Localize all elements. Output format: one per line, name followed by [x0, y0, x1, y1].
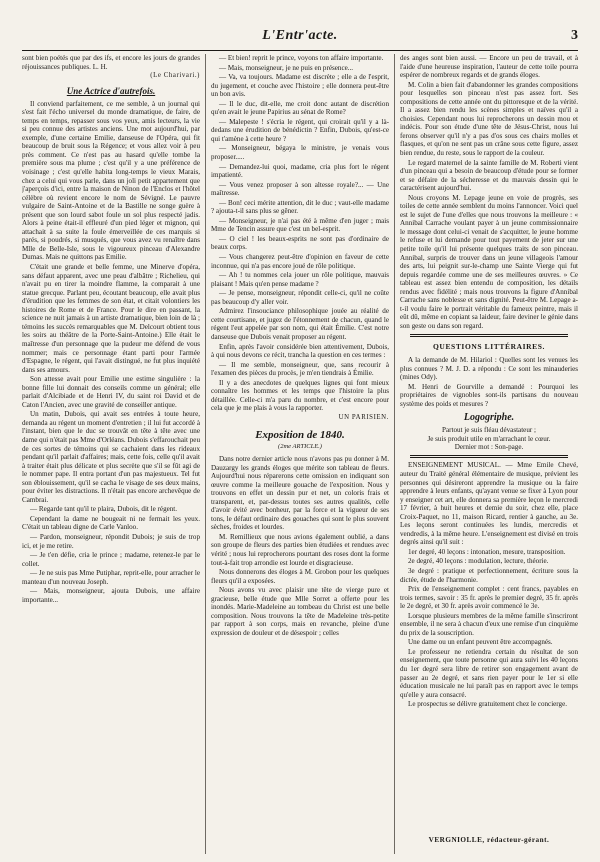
- source-credit: (Le Charivari.): [150, 72, 200, 80]
- paragraph: Son attesse avait pour Emilie une estime singulière : la bonne fille lui donnait des conseils comme un général; elle parlait d'Alcibiade et de Henri IV, du saint roi David et de Caton l'Ancien, avec une gravité de conseiller antique.: [22, 375, 200, 409]
- dialogue-line: — Bon! ceci mérite attention, dit le duc ; vaut-elle madame ? ajouta-t-il sans plus se gêner.: [211, 198, 389, 216]
- dialogue-line: — Mais, monseigneur, ajouta Dubois, une affaire importante...: [22, 587, 200, 604]
- paragraph: Le prospectus se délivre gratuitement chez le concierge.: [408, 700, 568, 709]
- column-3: [400, 54, 578, 854]
- paragraph: 2e degré, 40 leçons : modulation, lecture, théorie.: [408, 557, 549, 566]
- article-title: Exposition de 1840.: [255, 429, 345, 442]
- dialogue-line: — Pardon, monseigneur, répondit Dubois; je suis de trop ici, et je me retire.: [22, 532, 200, 550]
- logogriphe-title: Logogriphe.: [463, 412, 515, 424]
- poem-line: Je suis produit utile en m'arrachant le cœur.: [427, 434, 551, 443]
- paragraph: Un matin, Dubois, qui avait ses entrées à toute heure, demanda au régent un moment d'entretien ; il lui fut accordé à l'instant, bien que le duc se trouvât en tête à tête avec une dame qui n'était pas Mme d'Orléans. Dubois s'effarouchait peu de ces sortes de témoins qui se cachaient dans les rideaux pendant qu'il parlait d'affaires; mais, cette fois, celle qu'il avait à traiter était plus délicate et plus secrète que s'il se fût agi de le nommer pape. Il entra portant d'un pas majestueux. Tel fut son éblouissement, qu'il se cacha le visage de ses deux mains, pour éviter les distractions. Il n'était pas encore archevêque de Cambrai.: [22, 410, 200, 504]
- paragraph: sont bien poétés que par des ifs, et encore les jours de grandes réjouissances publiques. L. H.: [22, 54, 200, 71]
- dialogue-line: — Je ne suis pas Mme Putiphar, reprit-elle, pour arracher le manteau d'un nouveau Joseph.: [22, 569, 200, 586]
- poem-line: Partout je suis fléau dévastateur ;: [442, 426, 536, 435]
- paragraph: Une dame ou un enfant peuvent être accompagnés.: [408, 638, 553, 647]
- paragraph: Il conviend parfaitement, ce me semble, à un journal qui s'est fait l'écho universel du monde dramatique, de faire, de temps en temps, repasser sous vos yeux, amis lecteurs, la vie si peu connue des artistes anciens. Une mot aujourd'hui, par exemple, d'une certaine Emilie, danseuse de l'Opéra, qui fit beaucoup de bruit sous la Régence; et vous allez voir à peu près comment. Ce n'est pas au hasard qu'elle tombe la première sous ma plume ; c'est qu'il y a une préférence de voisinage ; c'est qu'elle habita long-temps le vieux Marais, chez a celui qui vous parle, dans un joli petit appartement que j'aperçois d'ici, entre la maison de Ninon de l'Enclos et l'hôtel célèbre où revient encore le nom de Sévigné. Le pauvre vulgaire de Saint-Antoine et de la Bastille ne songe guère à présent que son lourd sabot foule un sol plus respecté jadis. Alors à peine était-il effleuré d'un pied léger et mignon, qui attachait à sa suite la foule émerveillée de ces marquis si parés, si poudrés, si musqués, que vous avez vu renaître dans Mlle de Belle-Isle, sous le vigoureux pinceau d'Alexandre Dumas. Mais ne quittons pas Emilie.: [22, 99, 200, 262]
- section-divider: [410, 455, 568, 459]
- dialogue-line: — O ciel ! les beaux-esprits ne sont pas d'ordinaire de beaux corps.: [211, 234, 389, 252]
- dialogue-line: — Il le duc, dit-elle, me croit donc autant de discrétion qu'en avait le jeune Papirius au sénat de Rome?: [211, 99, 389, 117]
- dialogue-line: — Ah ! tu nommes cela jouer un rôle politique, mauvais plaisant ! Mais qu'en pense madame ?: [211, 271, 389, 288]
- running-title: L'Entr'acte.: [262, 28, 338, 43]
- column-2: [211, 54, 389, 854]
- section-divider: [410, 334, 568, 338]
- paragraph: des anges sont bien aussi. — Encore un peu de travail, et à l'aide d'une heureuse inspiration, l'auteur de cette toile pourra espérer de nombreux regards et de grands éloges.: [400, 54, 578, 80]
- paragraph: Admirez l'insouciance philosophique jouée au réalité de cette courtisane, et jugez de l'étonnement de chacun, quand le régent l'eut appelée par son nom, qui était Émilie. C'est notre danseuse que Dubois venait proposer au régent.: [211, 307, 389, 341]
- dialogue-line: — Et bien! reprit le prince, voyons ton affaire importante.: [219, 54, 384, 62]
- paragraph: Prix de l'enseignement complet : cent francs, payables en trois termes, savoir : 35 fr. après le premier degré, 35 fr. après le 2e degré, et 30 fr. après avoir commencé le 3e.: [400, 585, 578, 611]
- paragraph: C'était une grande et belle femme, une Minerve d'opéra, sans défaut apparent, avec une peau d'albâtre ; Richelieu, qui n'avait pu en tirer la moindre flamme, la comparait à une statue grecque. Parlant peu, écoutant beaucoup, elle avait plus d'érudition que les femmes de son état, et citait volontiers les histoires de Rome et de France. Pour le dire en passant, la science ne nuit jamais à un artiste dramatique, bien loin de là ; témoins les succès remarquables que M. Delcourt obtient tous les soirs au théâtre de la Porte-Saint-Antoine.) Elle était le maîtresse d'un personnage que la pudeur me défend de vous nommer; mais ce personnage étant parti pour l'armée d'Espagne, le régent, qui l'avait distingué, ne fut plus inquiété dans ses amours.: [22, 263, 200, 374]
- dialogue-line: — Il me semble, monseigneur, que, sans recourir à l'examen des pièces du procès, je m'en tiendrais à Émilie.: [211, 360, 389, 378]
- dialogue-line: — Monseigneur, je n'ai pas été à même d'en juger ; mais Mme de Tencin assure que c'est un bel-esprit.: [211, 216, 389, 234]
- column-1: [22, 54, 200, 854]
- paragraph: Cependant la dame ne bougeait ni ne fermait les yeux. C'était un tableau digne de Carle Vanloo.: [22, 514, 200, 532]
- paragraph: Il y a des anecdotes de quelques lignes qui font mieux connaître les hommes et les temps que l'histoire la plus détaillée. Celle-ci m'a paru du nombre, et c'est encore pour cela que je me plais à vous la rapporter.: [211, 378, 389, 413]
- dialogue-line: — Monseigneur, bégaya le ministre, je venais vous proposer.....: [211, 144, 389, 162]
- paragraph: Enfin, après l'avoir considérée bien attentivement, Dubois, à qui nous devons ce récit, trancha la question en ces termes :: [211, 342, 389, 360]
- paragraph: 1er degré, 40 leçons : intonation, mesure, transposition.: [408, 547, 566, 556]
- dialogue-line: — Vous changerez peut-être d'opinion en faveur de cette inconnue, qui n'a pas encore joué de rôle politique.: [211, 253, 389, 270]
- paragraph: M. Colin a bien fait d'abandonner les grandes compositions pour lesquelles son pinceau n'est pas assez fort. Ses compositions de cette année ont du pittoresque et de la vérité. Il a assez bien rendu les scènes simples et naïves qu'il a choisies. Cependant nous lui reprocherons un dessin mou et indécis. Pour son étude d'une tête de Jésus-Christ, nous lui ferons observer qu'il n'y a pas d'os sous ces chairs molles et flasques, et qu'on ne sent pas un crâne sous cette figure, assez bien rendue, du reste, sous le rapport de la couleur.: [400, 80, 578, 158]
- dialogue-line: — Va, va toujours. Madame est discrète ; elle a de l'esprit, du jugement, et couche avec l'histoire ; elle donnera peut-être un bon avis.: [211, 73, 389, 99]
- paragraph: Nous croyons M. Lepage jeune en voie de progrès, ses toiles de cette année semblent du moins l'annoncer. Voici quel est le sujet de l'une d'elles que nous trouvons la meilleure : « Annibal Carrache voulant payer à un jeune commissionnaire le message dont celui-ci venait de s'acquitter, le jeune homme le refuse et lui demande pour tout payement de jeter sur une petite toile qu'il lui présente quelques traits de son pinceau. Annibal, surpris de trouver dans un jeune villageois l'amour des arts, lui peignit sur-le-champ une Sainte Vierge qui fut depuis regardée comme une de ses meilleures œuvres. » Ce tableau est assez bien entendu de composition, les détails rendus avec fidélité ; mais nous trouvons la figure d'Annibal Carrache sans noblesse et sans dignité. Peut-être M. Lepage a-t-il voulu faire le portrait véritable du fameux peintre, mais il eût dû, même en copiant sa laideur, faire deviner le génie dans son geste ou dans son regard.: [400, 193, 578, 330]
- paragraph: Nous donnerons des éloges à M. Grobon pour les quelques fleurs qu'il a exposées.: [211, 568, 389, 585]
- paragraph: M. Remillieux que nous avions également oublié, a dans son groupe de fleurs des parties bien étudiées et rendues avec vérité ; nous lui reprocherons pourtant des roses dont la forme tout-à-fait trop arrondie est lourde et disgracieuse.: [211, 532, 389, 567]
- dialogue-line: — Malepeste ! s'écria le régent, qui croirait qu'il y a là-dedans une érudition de bénédictin ? Enfin, Dubois, qu'est-ce qui t'amène à cette heure ?: [211, 117, 389, 143]
- dialogue-line: — Regarde tant qu'il te plaira, Dubois, dit le régent.: [30, 505, 178, 514]
- paragraph: Nous avons vu avec plaisir une tête de vierge pure et gracieuse, belle étude que Mlle Sorret a offerte pour les inondés. Marie-Madeleine au tombeau du Christ est une belle composition. Nous trouvons la tête de Madeleine très-petite par rapport à son corps, mais en revanche, pleine d'une expression de douleur et de désespoir ; celles: [211, 586, 389, 637]
- author-signature: UN PARISIEN.: [338, 413, 389, 421]
- dialogue-line: — Je pense, monseigneur, répondit celle-ci, qu'il ne coûte pas beaucoup d'y aller voir.: [211, 289, 389, 306]
- page-number: 3: [571, 28, 578, 43]
- dialogue-line: — Vous venez proposer à son altesse royale?... — Une maîtresse.: [211, 180, 389, 198]
- section-title: QUESTIONS LITTÉRAIRES.: [433, 342, 545, 351]
- paragraph: 3e degré : pratique et perfectionnement, écriture sous la dictée, étude de l'harmonie.: [400, 566, 578, 584]
- paragraph: ENSEIGNEMENT MUSICAL. — Mme Emile Chevé, auteur du Traité général élémentaire de musique, prévient les personnes qui désireront apprendre la musique ou la faire apprendre à leurs enfants, qu'ayant venue se fixer à Lyon pour y enseigner cet art, elle donnera sa première leçon le mercredi 17 février, à huit heures et demie du soir, chez elle, place Croix-Paquet, no 11, maison Ricard, rentier à gauche, au 3e. Les leçons seront continuées les lundis, mercredis et vendredis, à la même heure. L'enseignement est divisé en trois degrés ainsi qu'il suit :: [400, 461, 578, 547]
- dialogue-line: — Je t'en défie, cria le prince ; madame, retenez-le par le collet.: [22, 551, 200, 568]
- dialogue-line: — Mais, monseigneur, je ne puis en présence...: [219, 63, 354, 72]
- paragraph: Le regard maternel de la sainte famille de M. Roberti vient d'un pinceau qui a besoin de beaucoup d'étude pour se former et se défaire de la sécheresse et du mauvais dessin qui le caractérisent aujourd'hui.: [400, 158, 578, 193]
- paragraph: A la demande de M. Hilariol : Quelles sont les venues les plus connues ? M. J. D. a répondu : Ce sont les minauderies (mines Ody).: [400, 356, 578, 382]
- dialogue-line: — Demandez-lui quoi, madame, cria plus fort le régent impatienté.: [211, 162, 389, 180]
- paragraph: Dans notre dernier article nous n'avons pas pu donner à M. Dauzargy les grands éloges que mérite son tableau de fleurs. Aujourd'hui nous réparerons cette omission en indiquant son œuvre comme la meilleure gouache de l'exposition. Nous y trouvons en effet un dessin pur et net, un coloris frais et transparent, et, par-dessus toutes ses autres qualités, celle d'avoir évité avec bonheur, par la force et la vigueur de ses tons, le défaut ordinaire des gouaches qui sont le plus souvent sèches, froides et lourdes.: [211, 454, 389, 532]
- editor-signature: VERGNIOLLE, rédacteur-gérant.: [428, 836, 550, 844]
- paragraph: Le professeur ne retiendra certain du résultat de son enseignement, que toute personne qui aura suivi les 40 leçons du 1er degré sera libre de retirer son engagement avant de passer au 2e degré, et sans rien payer pour le 1er si elle éducation musicale ne lui paraît pas en rapport avec le temps qu'elle y aura consacré.: [400, 647, 578, 699]
- column-divider: [205, 54, 206, 854]
- poem-line: Dernier mot : Son-page.: [454, 443, 524, 452]
- paragraph: M. Henri de Gourville a demandé : Pourquoi les propriétaires de vignobles sont-ils partisans du nouveau système des poids et mesures ?: [400, 382, 578, 408]
- page-header: [22, 28, 578, 51]
- article-subtitle: (2me ARTICLE.): [278, 443, 322, 451]
- column-divider: [394, 54, 395, 854]
- paragraph: Lorsque plusieurs membres de la même famille s'inscriront ensemble, il ne sera à chacun d'eux une remise d'un cinquième du prix de la souscription.: [400, 611, 578, 637]
- article-title: Une Actrice d'autrefois.: [66, 85, 156, 96]
